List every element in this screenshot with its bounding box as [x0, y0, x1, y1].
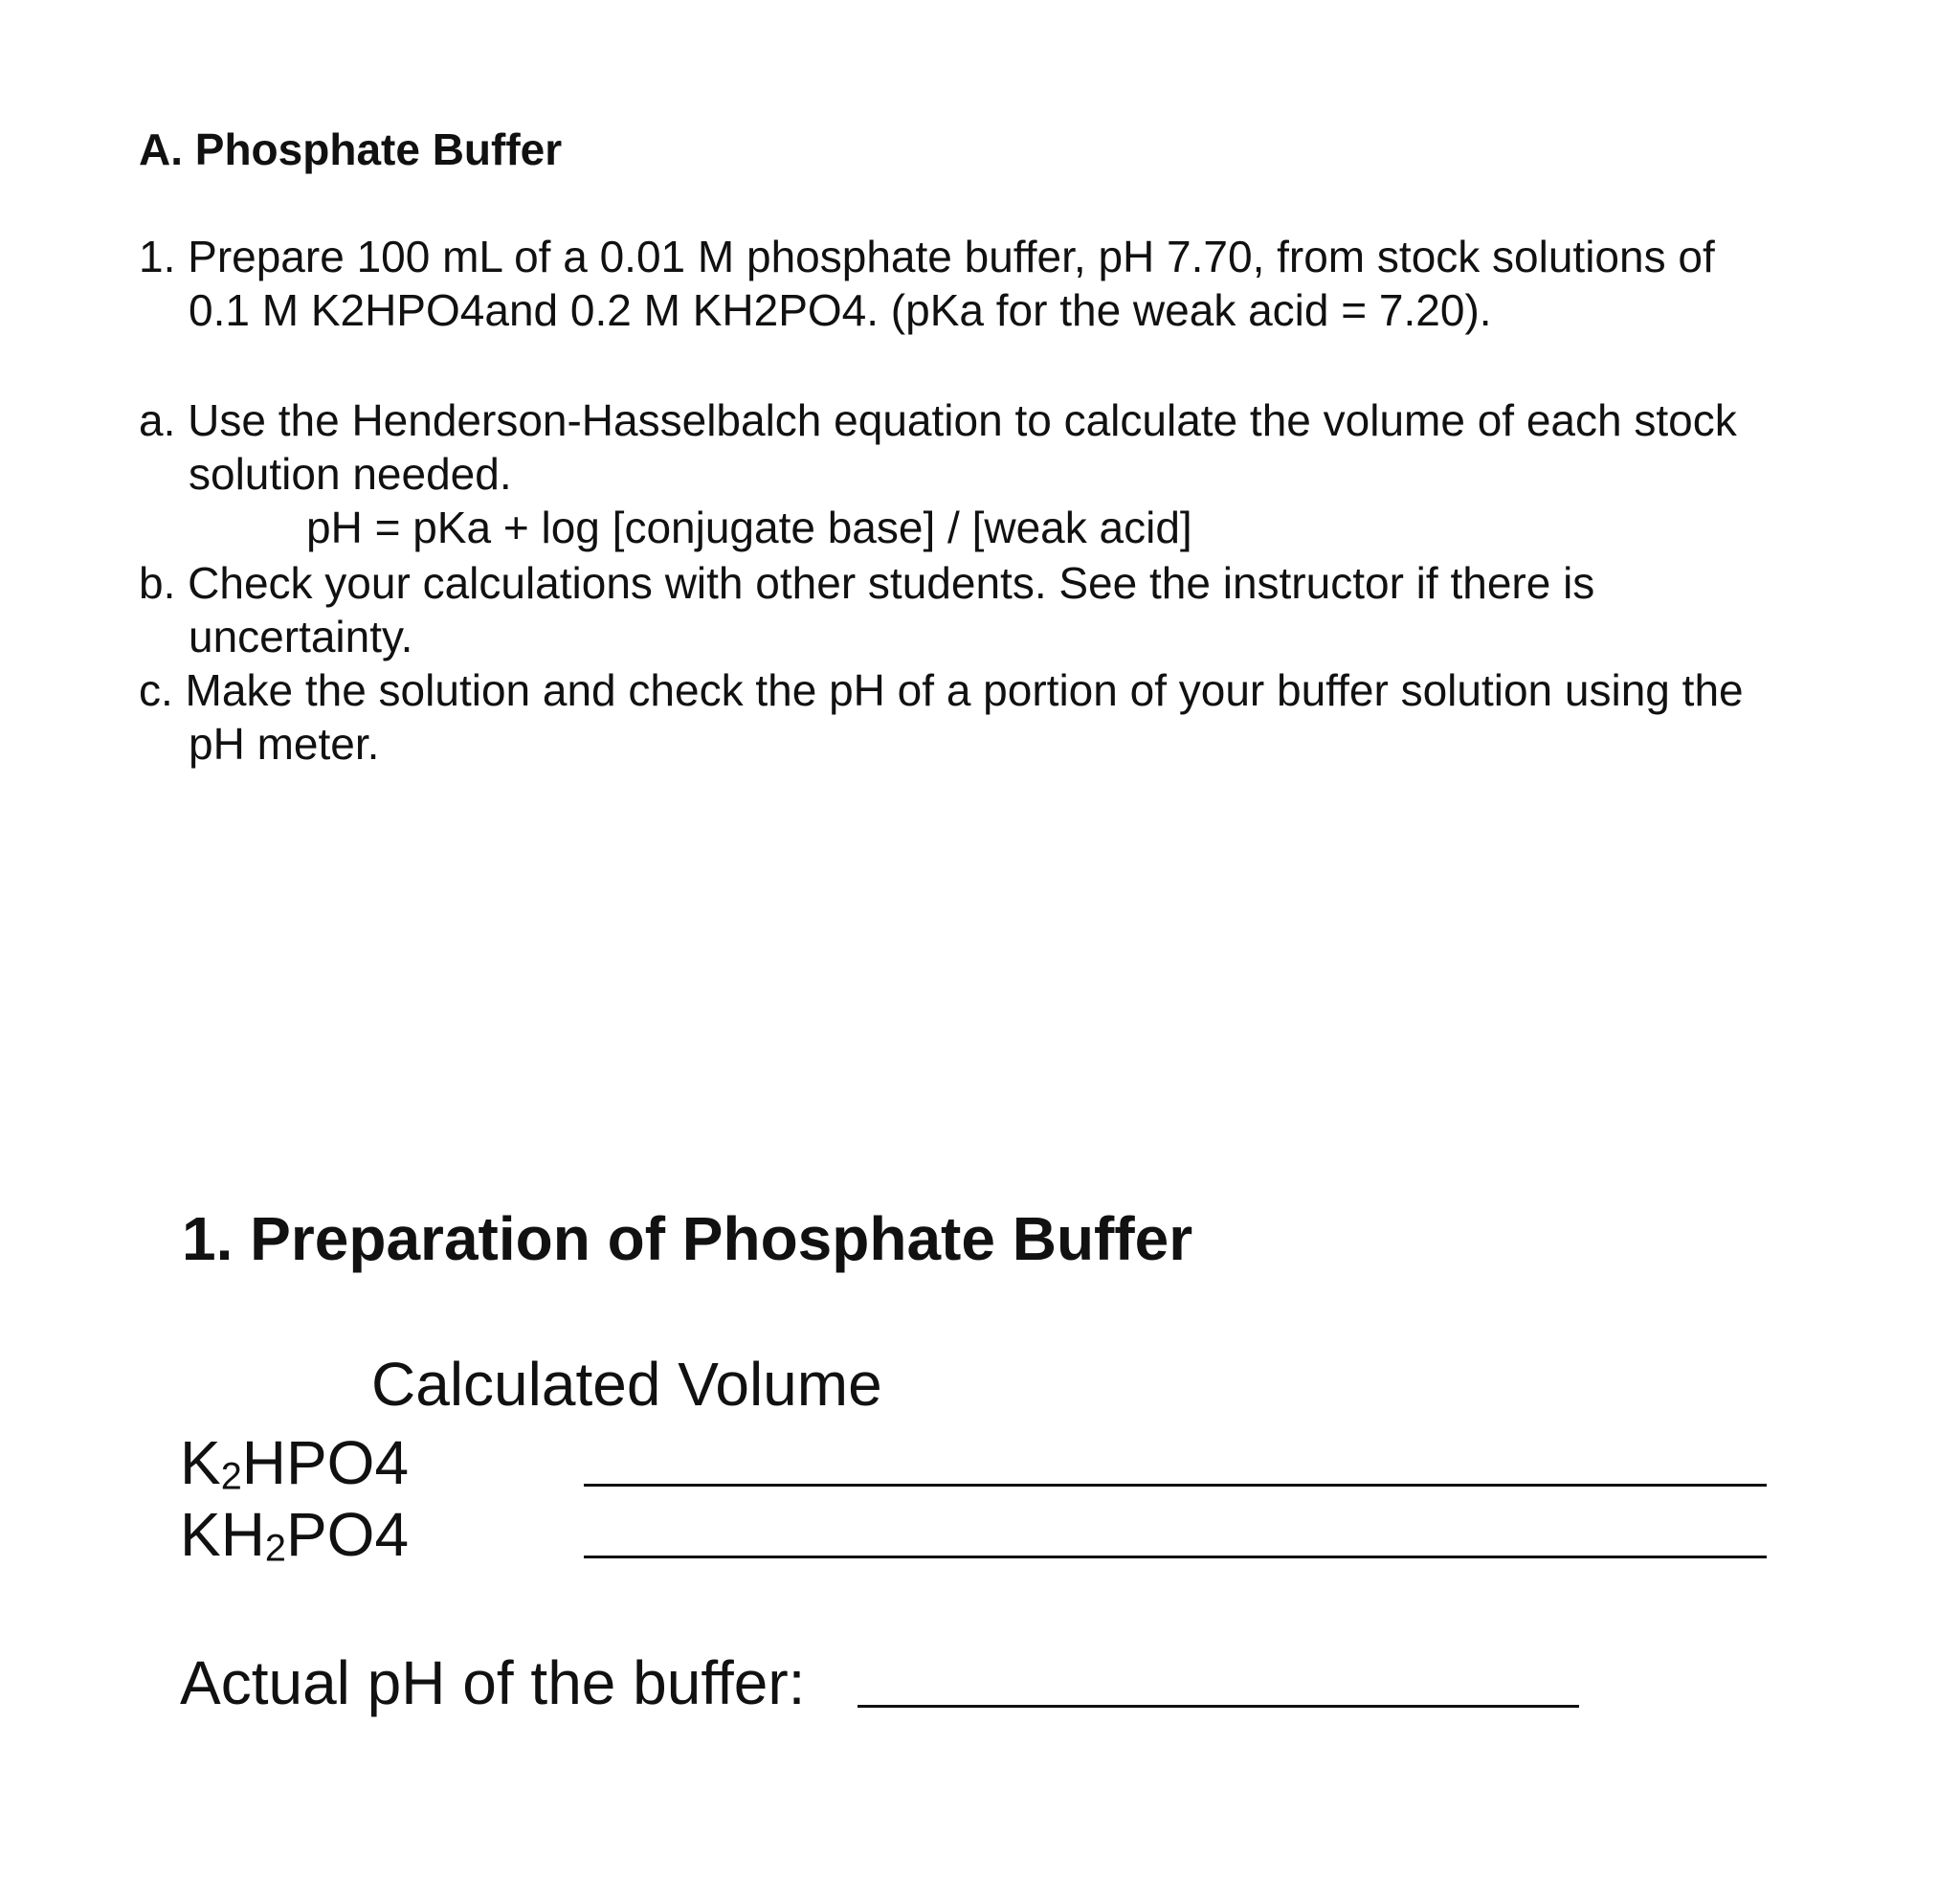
calculated-volume-header: Calculated Volume: [371, 1350, 882, 1419]
henderson-hasselbalch-equation: pH = pKa + log [conjugate base] / [weak acid]: [306, 503, 1192, 552]
actual-ph-label: Actual pH of the buffer:: [180, 1648, 806, 1717]
kh2po4-label-prefix: KH: [180, 1500, 265, 1569]
kh2po4-label-subscript: 2: [264, 1527, 286, 1570]
section-heading: A. Phosphate Buffer: [139, 124, 563, 174]
step-a-line1: a. Use the Henderson-Hasselbalch equation to calculate the volume of each stock: [139, 395, 1737, 445]
step-a-line2: solution needed.: [189, 449, 512, 499]
step-b-line1: b. Check your calculations with other students. See the instructor if there is: [139, 558, 1595, 608]
k2hpo4-volume-blank[interactable]: [584, 1484, 1767, 1487]
kh2po4-volume-blank[interactable]: [584, 1556, 1767, 1558]
step-b-line2: uncertainty.: [189, 612, 413, 661]
kh2po4-label: [180, 1496, 409, 1587]
step-c-line2: pH meter.: [189, 719, 380, 769]
answer-section-title: 1. Preparation of Phosphate Buffer: [182, 1204, 1193, 1273]
k2hpo4-label-prefix: K: [180, 1428, 221, 1497]
k2hpo4-label-subscript: 2: [220, 1455, 242, 1498]
step-c-line1: c. Make the solution and check the pH of a portion of your buffer solution using the: [139, 665, 1744, 715]
step1-instruction-line1: 1. Prepare 100 mL of a 0.01 M phosphate buffer, pH 7.70, from stock solutions of: [139, 232, 1715, 281]
kh2po4-label-suffix: PO4: [285, 1500, 410, 1569]
k2hpo4-label-suffix: HPO4: [241, 1428, 410, 1497]
actual-ph-blank[interactable]: [858, 1705, 1579, 1708]
step1-instruction-line2: 0.1 M K2HPO4and 0.2 M KH2PO4. (pKa for the weak acid = 7.20).: [189, 285, 1492, 335]
